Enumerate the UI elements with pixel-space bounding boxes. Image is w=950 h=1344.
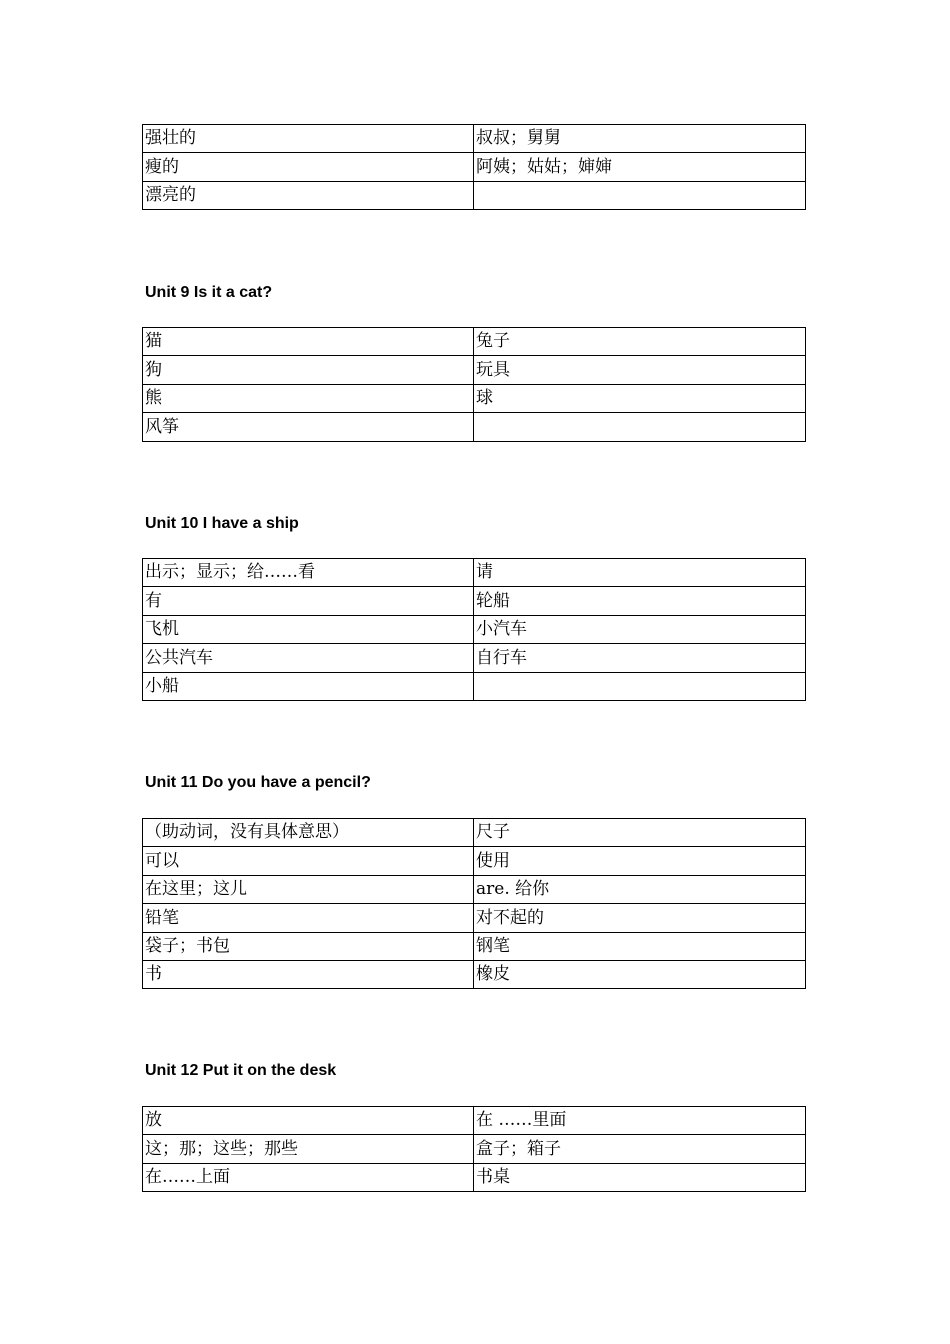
table-cell: are. 给你	[474, 875, 806, 903]
table-cell: 使用	[474, 847, 806, 875]
vocab-table-unit-11	[142, 818, 806, 989]
table-row	[143, 384, 806, 412]
table-cell: 橡皮	[474, 960, 806, 988]
table-cell: 尺子	[474, 819, 806, 847]
table-row	[143, 847, 806, 875]
table-cell: 小汽车	[474, 615, 806, 643]
table-cell	[474, 672, 806, 700]
table-cell: 袋子；书包	[143, 932, 474, 960]
table-row	[143, 413, 806, 441]
table-cell: 请	[474, 559, 806, 587]
table-row	[143, 1135, 806, 1163]
table-row	[143, 960, 806, 988]
table-row	[143, 672, 806, 700]
table-cell: 书桌	[474, 1163, 806, 1191]
table-row	[143, 587, 806, 615]
table-row	[143, 615, 806, 643]
unit-12-heading: Unit 12 Put it on the desk	[145, 1062, 337, 1079]
table-cell: 熊	[143, 384, 474, 412]
vocab-table-unit-12	[142, 1106, 806, 1192]
unit-11-heading: Unit 11 Do you have a pencil?	[145, 774, 371, 791]
table-cell: 公共汽车	[143, 644, 474, 672]
table-cell	[474, 413, 806, 441]
table-row	[143, 559, 806, 587]
table-row	[143, 1107, 806, 1135]
table-cell: 自行车	[474, 644, 806, 672]
table-cell: 盒子；箱子	[474, 1135, 806, 1163]
table-cell: 阿姨；姑姑；婶婶	[474, 153, 806, 181]
table-cell: 在……上面	[143, 1163, 474, 1191]
table-row	[143, 819, 806, 847]
table-cell: 这；那；这些；那些	[143, 1135, 474, 1163]
table-row	[143, 875, 806, 903]
table-cell: 放	[143, 1107, 474, 1135]
table-cell: 兔子	[474, 328, 806, 356]
table-cell: （助动词，没有具体意思）	[143, 819, 474, 847]
table-cell	[474, 181, 806, 209]
table-cell: 轮船	[474, 587, 806, 615]
table-row	[143, 932, 806, 960]
vocab-table-continued	[142, 124, 806, 210]
unit-10-heading: Unit 10 I have a ship	[145, 515, 299, 532]
table-cell: 在 ……里面	[474, 1107, 806, 1135]
table-row	[143, 356, 806, 384]
table-cell: 猫	[143, 328, 474, 356]
table-row	[143, 1163, 806, 1191]
table-cell: 对不起的	[474, 904, 806, 932]
table-cell: 铅笔	[143, 904, 474, 932]
table-cell: 球	[474, 384, 806, 412]
table-cell: 出示；显示；给……看	[143, 559, 474, 587]
table-cell: 玩具	[474, 356, 806, 384]
unit-9-heading: Unit 9 Is it a cat?	[145, 284, 273, 301]
table-cell: 风筝	[143, 413, 474, 441]
table-row	[143, 153, 806, 181]
table-cell: 叔叔；舅舅	[474, 125, 806, 153]
table-cell: 书	[143, 960, 474, 988]
table-cell: 狗	[143, 356, 474, 384]
table-cell: 强壮的	[143, 125, 474, 153]
table-row	[143, 125, 806, 153]
table-cell: 瘦的	[143, 153, 474, 181]
table-cell: 有	[143, 587, 474, 615]
table-row	[143, 644, 806, 672]
table-cell: 在这里；这儿	[143, 875, 474, 903]
table-row	[143, 328, 806, 356]
table-row	[143, 181, 806, 209]
table-row	[143, 904, 806, 932]
vocab-table-unit-9	[142, 327, 806, 442]
table-cell: 小船	[143, 672, 474, 700]
vocab-table-unit-10	[142, 558, 806, 701]
table-cell: 漂亮的	[143, 181, 474, 209]
table-cell: 钢笔	[474, 932, 806, 960]
table-cell: 飞机	[143, 615, 474, 643]
table-cell: 可以	[143, 847, 474, 875]
